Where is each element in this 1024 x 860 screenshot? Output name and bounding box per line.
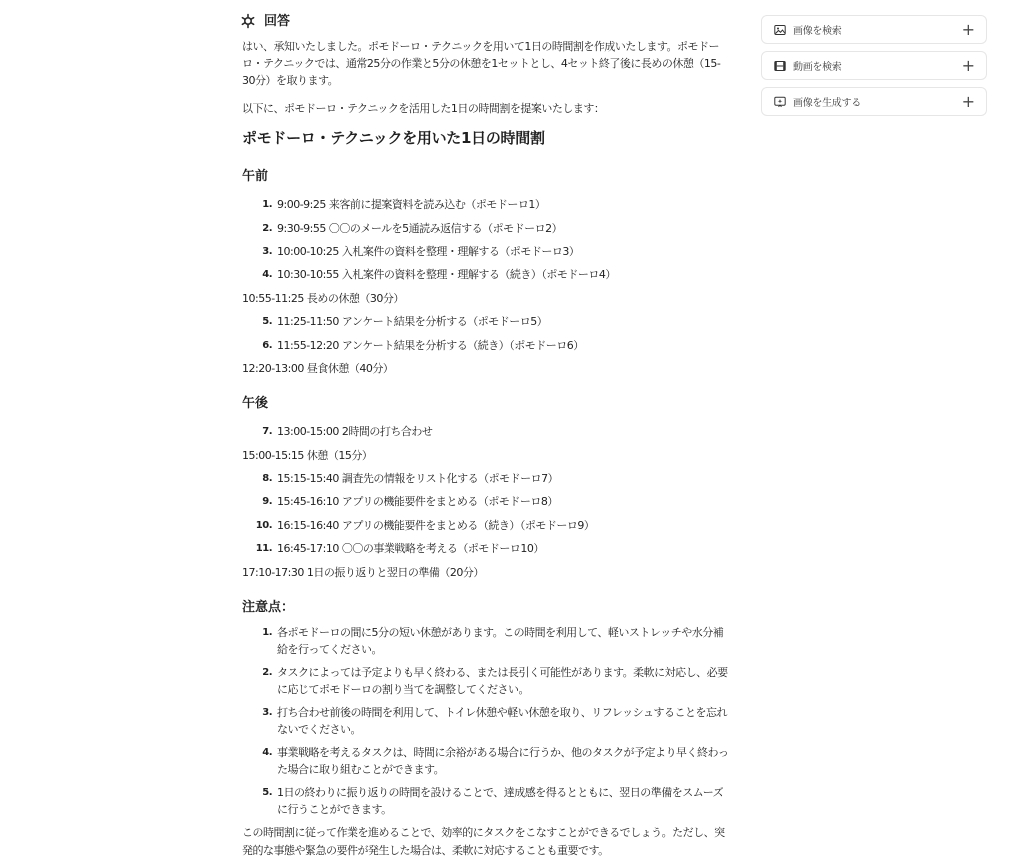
list-text: 15:45-16:10 アプリの機能要件をまとめる（ポモドーロ8） [277,495,558,509]
list-item [242,263,732,286]
schedule-title: ポモドーロ・テクニックを用いた1日の時間割 [242,129,545,147]
list-item [242,704,732,739]
list-text: 9:00-9:25 来客前に提案資料を読み込む（ポモドーロ1） [277,198,546,212]
list-number: 2. [262,666,272,678]
conclusion-text: この時間割に従って作業を進めることで、効率的にタスクをこなすことができるでしょう。ただし、突発的な事態や緊急の要件が発生した場合は、柔軟に対応することも重要です。 [242,825,725,857]
list-number: 7. [262,426,272,438]
list-item [242,467,732,490]
list-number: 1. [262,199,272,211]
list-item [242,664,732,699]
list-text: 16:15-16:40 アプリの機能要件をまとめる（続き）（ポモドーロ9） [277,518,595,532]
list-number: 10. [255,519,272,531]
image-icon [774,24,786,36]
list-item [242,490,732,513]
list-item [242,744,732,779]
list-text: 15:15-15:40 調査先の情報をリスト化する（ポモドーロ7） [277,472,559,486]
list-number: 4. [262,269,272,281]
list-number: 6. [262,339,272,351]
search-videos-button[interactable] [761,51,987,80]
generate-image-label: 画像を生成する [793,98,861,109]
list-number: 1. [262,626,272,638]
list-item [242,310,732,333]
plus-icon: + [961,91,975,111]
section-afternoon: 午後 [242,396,269,412]
section-notes: 注意点： [242,599,295,615]
list-number: 8. [262,473,272,485]
search-images-button[interactable] [761,15,987,44]
list-text: 9:30-9:55 〇〇のメールを5通読み返信する（ポモドーロ2） [277,221,563,235]
list-text: 10:30-10:55 入札案件の資料を整理・理解する（続き）（ポモドーロ4） [277,268,616,282]
break-line: 15:00-15:15 休憩（15分） [242,448,373,462]
list-text: 16:45-17:10 〇〇の事業戦略を考える（ポモドーロ10） [277,542,544,556]
list-number: 5. [262,316,272,328]
note-text: 各ポモドーロの間に5分の短い休憩があります。この時間を利用して、軽いストレッチや水分補給を行ってください。 [277,625,724,657]
list-item [242,624,732,659]
sidebar-actions [761,15,987,123]
copilot-logo-icon [240,13,256,29]
lead-text: 以下に、ポモドーロ・テクニックを活用した1日の時間割を提案いたします： [242,102,605,115]
answer-header [240,10,732,32]
list-number: 3. [262,706,272,718]
break-line: 10:55-11:25 長めの休憩（30分） [242,291,404,305]
list-item [242,537,732,560]
generate-image-button[interactable] [761,87,987,116]
image-generate-icon [774,96,786,108]
answer-panel [242,10,732,860]
notes-list [242,624,732,819]
note-text: タスクによっては予定よりも早く終わる、または長引く可能性があります。柔軟に対応し、必要に応じてポモドーロの割り当てを調整してください。 [277,665,728,697]
intro-text: はい、承知いたしました。ポモドーロ・テクニックを用いて1日の時間割を作成いたします。ポモドーロ・テクニックでは、通常25分の作業と5分の休憩を1セットとし、4セット終了後に長めの休憩（15-30分）を取ります。 [242,40,721,87]
note-text: 1日の終わりに振り返りの時間を設けることで、達成感を得るとともに、翌日の準備をスムーズに行うことができます。 [277,785,724,817]
list-item [242,193,732,216]
answer-title: 回答 [264,13,291,29]
lunch-line: 12:20-13:00 昼食休憩（40分） [242,361,394,375]
list-item [242,216,732,239]
video-icon [774,60,786,72]
note-text: 事業戦略を考えるタスクは、時間に余裕がある場合に行うか、他のタスクが予定より早く終わった場合に取り組むことができます。 [277,745,729,777]
list-number: 11. [255,543,272,555]
section-morning: 午前 [242,169,269,184]
list-number: 3. [262,245,272,257]
plus-icon: + [961,55,975,75]
list-number: 5. [262,786,272,798]
review-line: 17:10-17:30 1日の振り返りと翌日の準備（20分） [242,565,484,579]
list-text: 11:55-12:20 アンケート結果を分析する（続き）（ポモドーロ6） [277,338,584,352]
list-text: 13:00-15:00 2時間の打ち合わせ [277,425,433,439]
search-images-label: 画像を検索 [793,26,842,37]
list-text: 11:25-11:50 アンケート結果を分析する（ポモドーロ5） [277,315,548,329]
list-number: 9. [262,496,272,508]
list-item [242,784,732,819]
list-item [242,420,732,443]
list-item [242,240,732,263]
list-item [242,333,732,356]
list-item [242,514,732,537]
search-videos-label: 動画を検索 [793,62,842,73]
list-number: 4. [262,746,272,758]
list-text: 10:00-10:25 入札案件の資料を整理・理解する（ポモドーロ3） [277,244,580,258]
list-number: 2. [262,222,272,234]
note-text: 打ち合わせ前後の時間を利用して、トイレ休憩や軽い休憩を取り、リフレッシュすることを忘れないでください。 [277,705,727,737]
plus-icon: + [961,19,975,39]
